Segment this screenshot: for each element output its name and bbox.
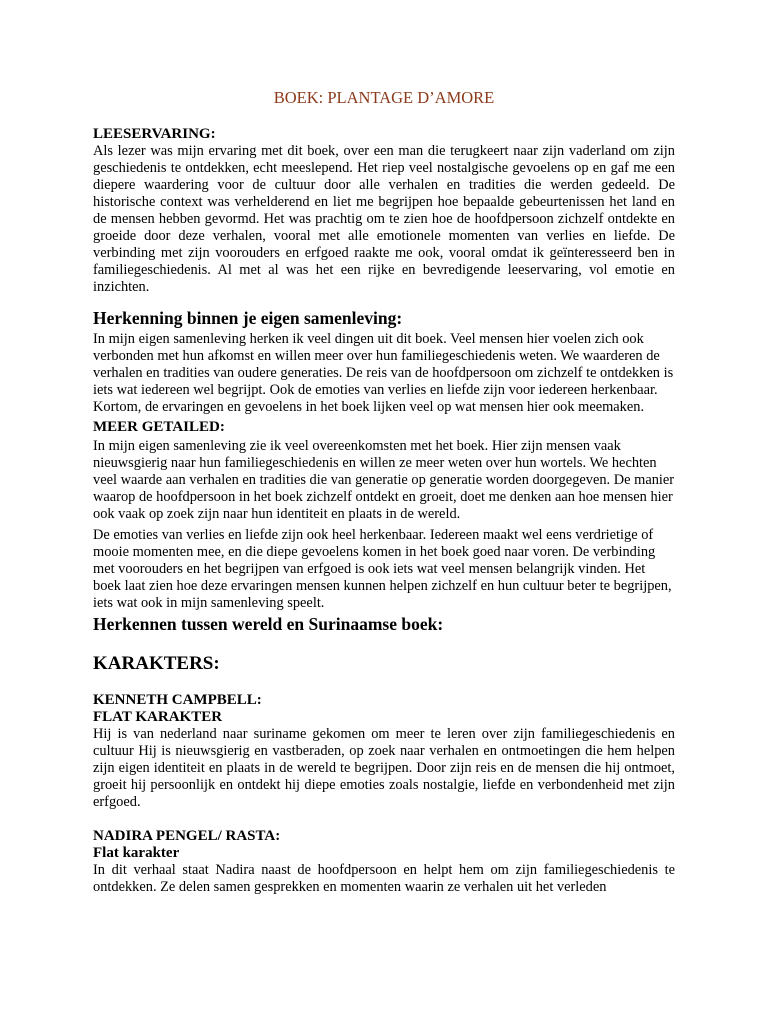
nadira-paragraph: In dit verhaal staat Nadira naast de hoofdpersoon en helpt hem om zijn familiegeschiedenis te ontdekken. Ze delen samen gesprekken en momenten waarin ze verhalen uit het verleden <box>93 862 675 895</box>
meer-getailed-paragraph-1: In mijn eigen samenleving zie ik veel overeenkomsten met het boek. Hier zijn mensen vaak nieuwsgierig naar hun familiegeschiedenis en willen ze meer weten over hun wortels. We hechten veel waarde aan verhalen en tradities die van generatie op generatie worden doorgegeven. De manier waarop de hoofdpersoon in het boek zichzelf ontdekt en groeit, doet me denken aan hoe mensen hier ook vaak op zoek zijn naar hun identiteit en plaats in de wereld. <box>93 438 675 522</box>
herkenning-paragraph: In mijn eigen samenleving herken ik veel dingen uit dit boek. Veel mensen hier voelen zich ook verbonden met hun afkomst en willen meer over hun familiegeschiedenis weten. We waarderen de verhalen en tradities van oudere generaties. De reis van de hoofdpersoon om zichzelf te ontdekken is iets wat iedereen wel begrijpt. Ook de emoties van verlies en liefde zijn voor iedereen herkenbaar. Kortom, de ervaringen en gevoelens in het boek lijken veel op wat mensen hier ook meemaken. <box>93 331 674 415</box>
herkenning-heading: Herkenning binnen je eigen samenleving: <box>93 308 403 328</box>
kenneth-heading: KENNETH CAMPBELL: <box>93 692 262 708</box>
karakters-heading: KARAKTERS: <box>93 653 220 674</box>
leeservaring-paragraph: Als lezer was mijn ervaring met dit boek, over een man die terugkeert naar zijn vaderland om zijn geschiedenis te ontdekken, echt meeslepend. Het riep veel nostalgische gevoelens op en gaf me een diepere waardering voor de cultuur door alle verhalen en tradities die werden gedeeld. De historische context was verhelderend en liet me begrijpen hoe bepaalde gebeurtenissen het land en de mensen hebben gevormd. Het was prachtig om te zien hoe de hoofdpersoon zichzelf ontdekte en groeide door deze verhalen, vooral met alle emotionele momenten van verlies en liefde. De verbinding met zijn voorouders en erfgoed raakte me ook, vooral omdat ik geïnteresseerd ben in familiegeschiedenis. Al met al was het een rijke en bevredigende leeservaring, vol emotie en inzichten. <box>93 143 675 295</box>
nadira-heading: NADIRA PENGEL/ RASTA: <box>93 828 281 844</box>
kenneth-subheading: FLAT KARAKTER <box>93 709 223 725</box>
nadira-subheading: Flat karakter <box>93 845 180 861</box>
meer-getailed-paragraph-2: De emoties van verlies en liefde zijn ook heel herkenbaar. Iedereen maakt wel eens verdrietige of mooie momenten mee, en die diepe gevoelens komen in het boek goed naar voren. De verbinding met voorouders en het begrijpen van erfgoed is ook iets wat veel mensen belangrijk vinden. Het boek laat zien hoe deze ervaringen mensen kunnen helpen zichzelf en hun cultuur beter te begrijpen, iets wat ook in mijn samenleving speelt. <box>93 527 672 611</box>
leeservaring-heading: LEESERVARING: <box>93 126 216 142</box>
document-content <box>93 88 675 896</box>
meer-getailed-heading: MEER GETAILED: <box>93 419 225 435</box>
herkennen-wereld-heading: Herkennen tussen wereld en Surinaamse boek: <box>93 614 444 634</box>
kenneth-paragraph: Hij is van nederland naar suriname gekomen om meer te leren over zijn familiegeschiedenis en cultuur Hij is nieuwsgierig en vastberaden, op zoek naar verhalen en ontmoetingen die hem helpen zijn eigen identiteit en plaats in de wereld te begrijpen. Door zijn reis en de mensen die hij ontmoet, groeit hij persoonlijk en ontdekt hij diepe emoties zoals nostalgie, liefde en verbondenheid met zijn erfgoed. <box>93 726 675 810</box>
document-title: BOEK: PLANTAGE D’AMORE <box>273 88 495 107</box>
